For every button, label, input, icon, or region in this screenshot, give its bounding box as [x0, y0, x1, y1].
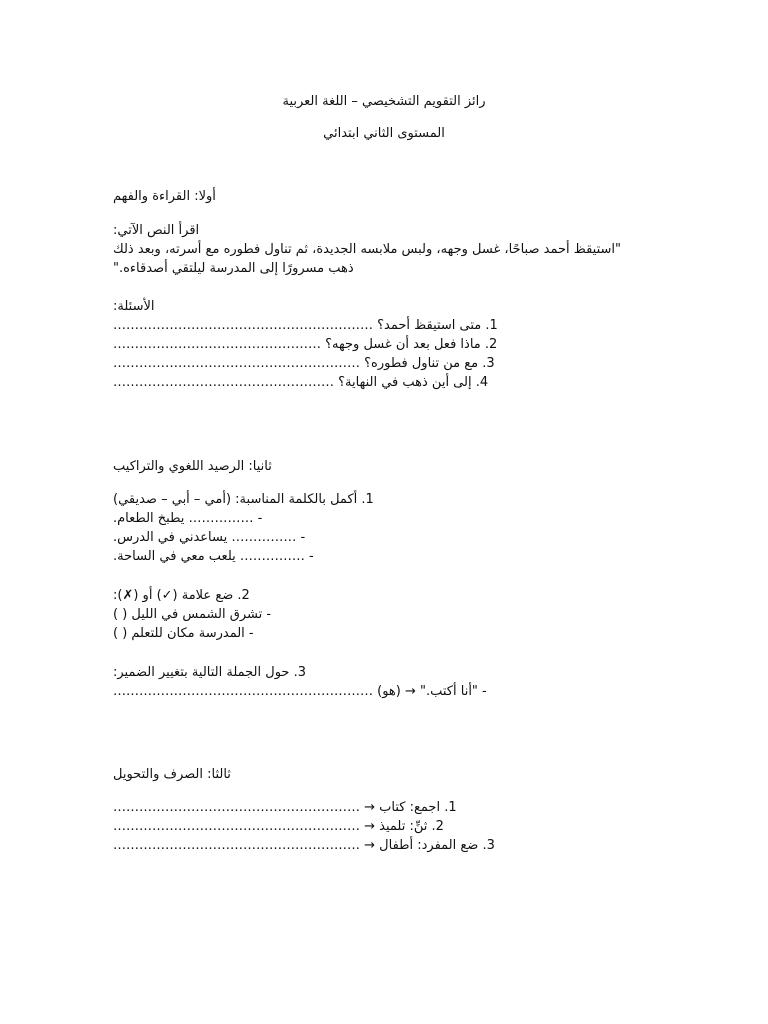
- question-4: 4. إلى أين ذهب في النهاية؟ ……………………………………………: [113, 375, 489, 390]
- section1-instruction: اقرأ النص الآتي:: [113, 223, 200, 238]
- passage-line-1: "استيقظ أحمد صباحًا، غسل وجهه، ولبس ملابسه الجديدة، ثم تناول فطوره مع أسرته، وبعد ذلك: [113, 242, 622, 257]
- q2-item-2: - المدرسة مكان للتعلم ( ): [113, 626, 254, 641]
- question-1: 1. متى استيقظ أحمد؟ ……………………………………………………: [113, 318, 498, 333]
- section1-heading: أولا: القراءة والفهم: [113, 189, 216, 204]
- q1-item-1: - …………… يطبخ الطعام.: [113, 511, 263, 526]
- question-2: 2. ماذا فعل بعد أن غسل وجهه؟ …………………………………………: [113, 337, 498, 352]
- section2-heading: ثانيا: الرصيد اللغوي والتراكيب: [113, 459, 272, 474]
- section3-item-2: 2. ثنِّ: تلميذ → …………………………………………………: [113, 819, 444, 834]
- section3-item-3: 3. ضع المفرد: أطفال → …………………………………………………: [113, 838, 495, 853]
- q3-item: - "أنا أكتب." → (هو) ……………………………………………………: [113, 684, 487, 699]
- q1-item-2: - …………… يساعدني في الدرس.: [113, 530, 306, 545]
- passage-line-2: ذهب مسرورًا إلى المدرسة ليلتقي أصدقاءه.": [113, 261, 354, 276]
- section3-heading: ثالثا: الصرف والتحويل: [113, 767, 231, 782]
- document-title: رائز التقويم التشخيصي – اللغة العربية: [282, 94, 486, 109]
- document-level: المستوى الثاني ابتدائي: [323, 126, 445, 141]
- q2-item-1: - تشرق الشمس في الليل ( ): [113, 607, 272, 622]
- questions-label: الأسئلة:: [113, 299, 155, 314]
- q1-item-3: - …………… يلعب معي في الساحة.: [113, 549, 314, 564]
- q1-label: 1. أكمل بالكلمة المناسبة: (أمي – أبي – صديقي): [113, 492, 374, 507]
- q2-label: 2. ضع علامة (✓) أو (✗):: [113, 588, 250, 603]
- section3-item-1: 1. اجمع: كتاب → …………………………………………………: [113, 800, 457, 815]
- q3-label: 3. حول الجملة التالية بتغيير الضمير:: [113, 665, 307, 680]
- question-3: 3. مع من تناول فطوره؟ …………………………………………………: [113, 356, 495, 371]
